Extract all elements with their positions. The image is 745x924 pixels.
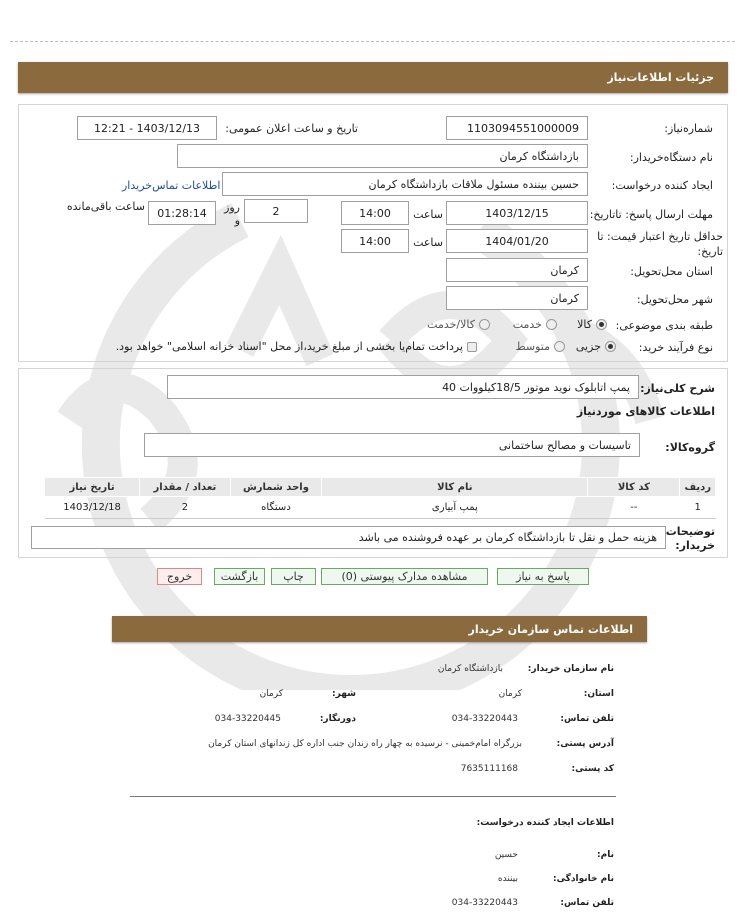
radio-icon: [554, 341, 565, 352]
radio-selected-icon: [596, 319, 607, 330]
col-row-number: ردیف: [680, 478, 716, 497]
contact-postal-label: کد پستی:: [571, 764, 614, 774]
group-field: تاسیسات و مصالح ساختمانی: [144, 433, 640, 457]
process-option-minor[interactable]: [576, 340, 616, 353]
col-goods-code: کد کالا: [588, 478, 680, 497]
top-divider: [10, 41, 735, 42]
deadline-time-field: 14:00: [341, 201, 409, 225]
validity-time-label: ساعت: [413, 236, 443, 249]
contact-phone-label: تلفن تماس:: [560, 714, 614, 724]
contact-province-value: کرمان: [498, 689, 522, 699]
group-label: گروه‌کالا:: [665, 441, 715, 454]
category-option-goods[interactable]: [577, 318, 607, 331]
buyer-org-field: بازداشتگاه کرمان: [177, 144, 588, 168]
col-goods-name: نام کالا: [322, 478, 588, 497]
cell-quantity: 2: [140, 497, 230, 519]
validity-time-field: 14:00: [341, 229, 409, 253]
city-label: شهر محل‌تحویل:: [636, 293, 713, 306]
creator-phone-value: 034-33220443: [451, 898, 518, 908]
contact-title: اطلاعات تماس سازمان خریدار: [468, 622, 633, 636]
payment-note: پرداخت تمام‌یا بخشی از مبلغ خرید،از محل "اسناد خزانه اسلامی" خواهد بود.: [115, 340, 463, 353]
deadline-time-label: ساعت: [413, 208, 443, 221]
table-header-row: [45, 478, 716, 497]
view-attachments-button[interactable]: مشاهده مدارک پیوستی (0): [321, 568, 488, 585]
cell-row-number: 1: [680, 497, 716, 519]
goods-table: [44, 477, 716, 519]
category-option-label: کالا: [577, 318, 592, 331]
radio-icon: [546, 319, 557, 330]
creator-family-value: بیننده: [497, 874, 518, 884]
contact-phone-value: 034-33220443: [451, 714, 518, 724]
requester-field: حسین بیننده مسئول ملاقات بازداشتگاه کرمان: [222, 172, 588, 196]
category-option-label: خدمت: [512, 318, 542, 331]
validity-label: حداقل تاریخ اعتبار قیمت: تا تاریخ:: [597, 230, 723, 258]
creator-phone-label: تلفن تماس:: [560, 898, 614, 908]
process-option-label: متوسط: [515, 340, 550, 353]
radio-selected-icon: [605, 341, 616, 352]
need-number-field: 1103094551000009: [446, 116, 588, 140]
buyer-notes-label: توضیحات خریدار:: [665, 525, 715, 552]
contact-province-label: استان:: [583, 689, 614, 699]
contact-city-value: کرمان: [259, 689, 283, 699]
contact-header: [112, 616, 647, 642]
need-number-label: شماره‌نیاز:: [664, 122, 713, 135]
contact-divider: [130, 796, 616, 797]
contact-org-value: بازداشتگاه کرمان: [437, 664, 503, 674]
page-title: جزئیات اطلاعات‌نیاز: [607, 71, 714, 84]
days-field: 2: [244, 199, 308, 223]
process-option-label: جزیی: [575, 340, 601, 353]
province-label: استان محل‌تحویل:: [630, 265, 713, 278]
creator-name-label: نام:: [597, 850, 614, 860]
validity-date-field: 1404/01/20: [446, 229, 588, 253]
requester-label: ایجاد کننده درخواست:: [611, 179, 713, 192]
remaining-label: ساعت باقی‌مانده: [66, 200, 145, 213]
buyer-contact-link[interactable]: اطلاعات تماس‌خریدار: [122, 179, 221, 192]
creator-name-value: حسین: [494, 850, 518, 860]
payment-checkbox[interactable]: [116, 340, 477, 353]
page-header: [18, 62, 728, 93]
contact-address-value: بزرگراه امام‌خمینی - نرسیده به چهار راه زندان جنب اداره کل زندانهای استان کرمان: [208, 739, 522, 749]
col-unit: واحد شمارش: [230, 478, 322, 497]
contact-org-label: نام سازمان خریدار:: [527, 664, 614, 674]
cell-goods-name: پمپ آبیاری: [322, 497, 588, 519]
radio-icon: [479, 319, 490, 330]
deadline-label: مهلت ارسال پاسخ: تاتاریخ:: [589, 208, 713, 221]
category-option-both[interactable]: [427, 318, 490, 331]
cell-need-date: 1403/12/18: [45, 497, 140, 519]
col-quantity: تعداد / مقدار: [140, 478, 230, 497]
contact-fax-label: دورنگار:: [319, 714, 356, 724]
creator-family-label: نام خانوادگی:: [552, 874, 614, 884]
buyer-notes-field: هزینه حمل و نقل تا بازداشتگاه کرمان بر عهده فروشنده می باشد: [31, 526, 666, 549]
table-row: [45, 497, 716, 519]
reply-button[interactable]: پاسخ به نیاز: [497, 568, 589, 585]
process-label: نوع فرآیند خرید:: [638, 341, 713, 354]
keyword-field: پمپ اتابلوک نوید موتور 18/5کیلووات 40: [167, 375, 639, 399]
city-field: کرمان: [446, 286, 588, 310]
province-field: کرمان: [446, 258, 588, 282]
announce-label: تاریخ و ساعت اعلان عمومی:: [225, 122, 358, 135]
category-option-label: کالا/خدمت: [427, 318, 475, 331]
keyword-label: شرح کلی‌نیاز:: [640, 382, 715, 395]
goods-info-label: اطلاعات کالاهای موردنیاز: [576, 405, 715, 418]
back-button[interactable]: بازگشت: [214, 568, 265, 585]
cell-unit: دستگاه: [230, 497, 322, 519]
days-label: روز و: [224, 201, 240, 227]
buyer-org-label: نام دستگاه‌خریدار:: [629, 151, 713, 164]
contact-postal-value: 7635111168: [460, 764, 518, 774]
print-button[interactable]: چاپ: [271, 568, 316, 585]
remaining-time-field: 01:28:14: [148, 201, 216, 225]
cell-goods-code: --: [588, 497, 680, 519]
col-need-date: تاریخ نیاز: [45, 478, 140, 497]
category-label: طبقه بندی موضوعی:: [615, 319, 713, 332]
category-option-service[interactable]: [513, 318, 557, 331]
announce-field: 1403/12/13 - 12:21: [77, 116, 217, 140]
exit-button[interactable]: خروج: [157, 568, 202, 585]
contact-fax-value: 034-33220445: [214, 714, 281, 724]
deadline-date-field: 1403/12/15: [446, 201, 588, 225]
process-option-medium[interactable]: [515, 340, 565, 353]
checkbox-icon: [467, 342, 477, 352]
creator-section-title: اطلاعات ایجاد کننده درخواست:: [476, 818, 614, 828]
contact-address-label: آدرس پستی:: [556, 739, 614, 749]
contact-city-label: شهر:: [332, 689, 356, 699]
